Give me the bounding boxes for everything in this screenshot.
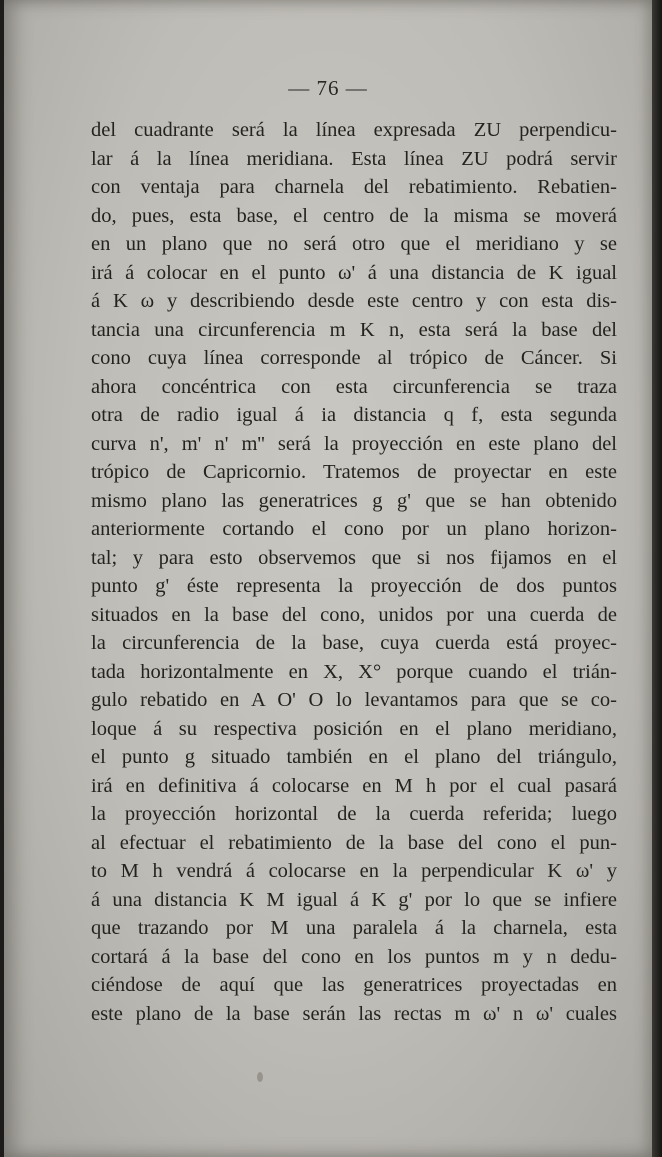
text-line: cortará á la base del cono en los puntos m y n dedu- bbox=[91, 945, 617, 968]
text-line: tancia una circunferencia m K n, esta será la base del bbox=[91, 318, 617, 341]
text-line: la circunferencia de la base, cuya cuerda está proyec- bbox=[91, 632, 617, 654]
page-edge-shadow bbox=[652, 0, 662, 1157]
text-line: á una distancia K M igual á K g' por lo que se infiere bbox=[91, 888, 617, 911]
text-line: do, pues, esta base, el centro de la misma se moverá bbox=[91, 204, 617, 227]
text-line: ahora concéntrica con esta circunferencia se traza bbox=[91, 375, 617, 398]
text-line: anteriormente cortando el cono por un plano horizon- bbox=[91, 518, 617, 540]
body-text bbox=[91, 116, 617, 1028]
text-line: irá en definitiva á colocarse en M h por el cual pasará bbox=[91, 774, 617, 797]
text-line: á K ω y describiendo desde este centro y con esta dis- bbox=[91, 290, 617, 312]
text-line: este plano de la base serán las rectas m ω' n ω' cuales bbox=[91, 1002, 617, 1025]
text-line: punto g' éste representa la proyección de dos puntos bbox=[91, 575, 617, 597]
text-line: cono cuya línea corresponde al trópico de Cáncer. Si bbox=[91, 347, 617, 369]
text-line: gulo rebatido en A O' O lo levantamos para que se co- bbox=[91, 689, 617, 711]
text-line: que trazando por M una paralela á la charnela, esta bbox=[91, 917, 617, 939]
text-line: la proyección horizontal de la cuerda referida; luego bbox=[91, 803, 617, 825]
text-line: ciéndose de aquí que las generatrices proyectadas en bbox=[91, 974, 617, 996]
text-line: curva n', m' n' m'' será la proyección en este plano del bbox=[91, 432, 617, 455]
text-line: loque á su respectiva posición en el plano meridiano, bbox=[91, 717, 617, 740]
text-line: al efectuar el rebatimiento de la base del cono el pun- bbox=[91, 831, 617, 854]
text-line: tada horizontalmente en X, X° porque cuando el trián- bbox=[91, 660, 617, 683]
text-line: lar á la línea meridiana. Esta línea ZU podrá servir bbox=[91, 147, 617, 170]
text-line: con ventaja para charnela del rebatimiento. Rebatien- bbox=[91, 176, 617, 198]
book-page bbox=[4, 0, 652, 1157]
text-line: en un plano que no será otro que el meridiano y se bbox=[91, 233, 617, 255]
text-line: situados en la base del cono, unidos por una cuerda de bbox=[91, 603, 617, 626]
page-number: — 76 — bbox=[288, 76, 368, 100]
text-line: tal; y para esto observemos que si nos fijamos en el bbox=[91, 546, 617, 569]
text-line: irá á colocar en el punto ω' á una distancia de K igual bbox=[91, 261, 617, 284]
text-line: to M h vendrá á colocarse en la perpendicular K ω' y bbox=[91, 860, 617, 882]
text-line: trópico de Capricornio. Tratemos de proyectar en este bbox=[91, 461, 617, 483]
text-line: del cuadrante será la línea expresada ZU perpendicu- bbox=[91, 119, 617, 141]
text-line: mismo plano las generatrices g g' que se han obtenido bbox=[91, 489, 617, 512]
text-line: otra de radio igual á ia distancia q f, esta segunda bbox=[91, 404, 617, 426]
ink-smudge bbox=[257, 1072, 263, 1082]
text-line: el punto g situado también en el plano del triángulo, bbox=[91, 746, 617, 768]
